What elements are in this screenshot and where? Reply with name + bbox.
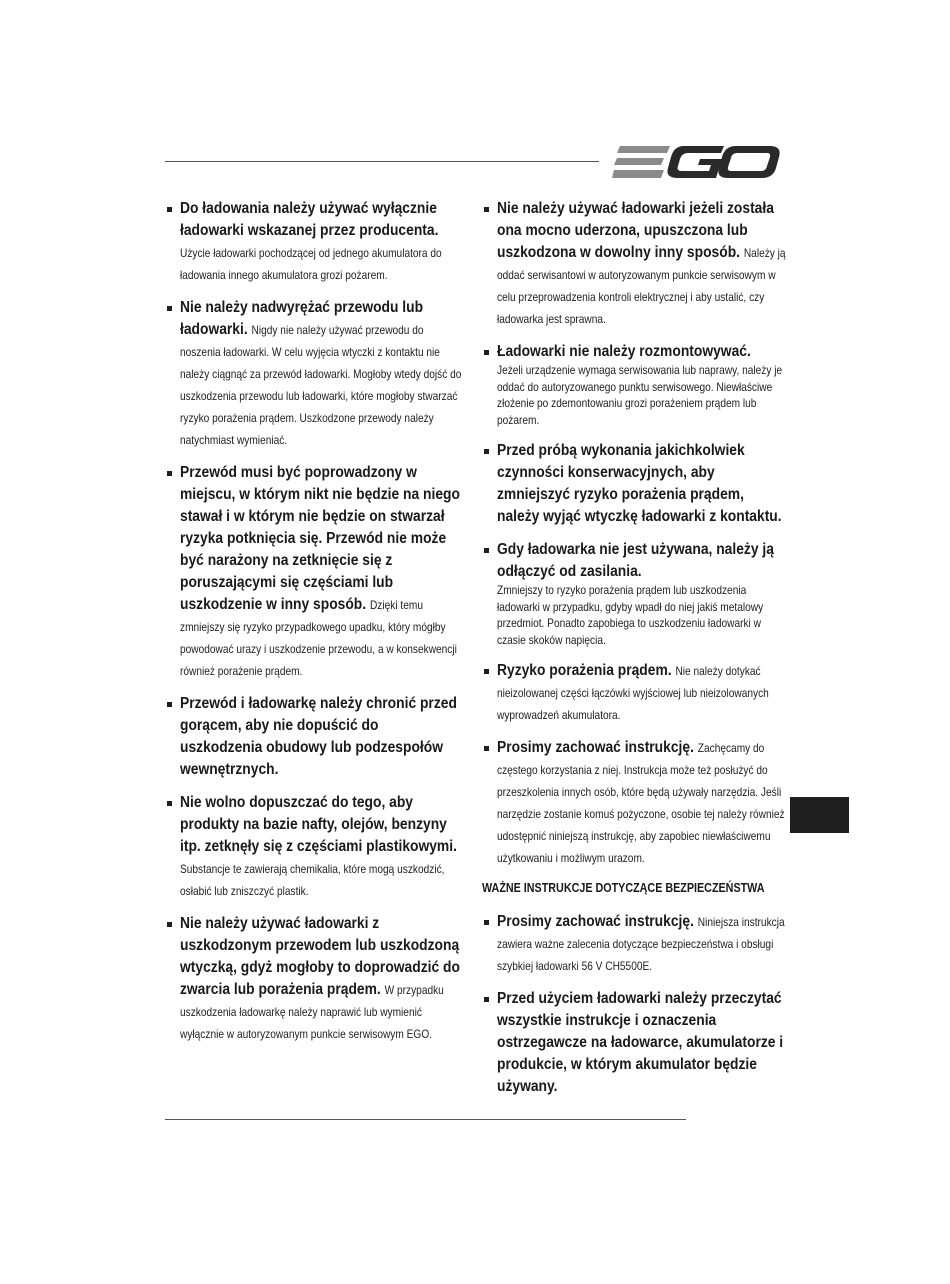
item-title: Prosimy zachować instrukcję. <box>497 738 694 756</box>
list-item <box>482 659 787 725</box>
item-title: Nie należy używać ładowarki z uszkodzonym przewodem lub uszkodzoną wtyczką, gdyż mogłoby to doprowadzić do zwarcia lub porażenia prądem. <box>180 914 460 998</box>
list-item <box>482 197 787 329</box>
item-body: Nie należy dotykać nieizolowanej części łączówki wyjściowej lub nieizolowanych wyprowadzeń akumulatora. <box>497 664 769 722</box>
item-title: Przewód musi być poprowadzony w miejscu, w którym nikt nie będzie na niego stawał i w którym nie będzie on stwarzał ryzyka potknięcia się. Przewód nie może być narażony na zetknięcie się z poruszającymi się częściami lub uszkodzenie w inny sposób. <box>180 463 460 613</box>
item-title: Nie należy używać ładowarki jeżeli została ona mocno uderzona, upuszczona lub uszkodzona w dowolny inny sposób. <box>497 199 774 261</box>
item-body: Substancje te zawierają chemikalia, które mogą uszkodzić, osłabić lub zniszczyć plastik. <box>180 862 445 898</box>
header-rule <box>165 161 599 162</box>
list-item <box>165 461 465 681</box>
section-heading: WAŻNE INSTRUKCJE DOTYCZĄCE BEZPIECZEŃSTWA <box>482 881 765 895</box>
list-item <box>482 538 787 648</box>
left-column <box>165 197 465 1055</box>
list-item <box>165 197 465 285</box>
item-title: Przed próbą wykonania jakichkolwiek czynności konserwacyjnych, aby zmniejszyć ryzyko porażenia prądem, należy wyjąć wtyczkę ładowarki z kontaktu. <box>497 441 782 525</box>
list-item <box>482 987 787 1097</box>
item-body: Dzięki temu zmniejszy się ryzyko przypadkowego upadku, który mógłby powodować urazy i uszkodzenie przewodu, a w konsekwencji również porażenie prądem. <box>180 598 457 678</box>
list-item <box>482 910 787 976</box>
item-title: Ryzyko porażenia prądem. <box>497 661 672 679</box>
item-body: Zachęcamy do częstego korzystania z niej. Instrukcja może też posłużyć do przeszkolenia innych osób, które będą używały narzędzia. Jeśli narzędzie zostanie komuś pożyczone, osobie tej należy również udostępnić niniejszą instrukcję, aby zapobiec niewłaściwemu użytkowaniu i możliwym urazom. <box>497 741 785 865</box>
item-title: Ładowarki nie należy rozmontowywać. <box>497 342 751 360</box>
item-title: Gdy ładowarka nie jest używana, należy ją odłączyć od zasilania. <box>497 540 774 580</box>
item-title: Przewód i ładowarkę należy chronić przed gorącem, aby nie dopuścić do uszkodzenia obudowy lub podzespołów wewnętrznych. <box>180 694 457 778</box>
item-title: Nie wolno dopuszczać do tego, aby produkty na bazie nafty, olejów, benzyny itp. zetknęły się z częściami plastikowymi. <box>180 793 457 855</box>
item-body: Użycie ładowarki pochodzącej od jednego akumulatora do ładowania innego akumulatora grozi pożarem. <box>180 246 442 282</box>
right-column <box>482 197 787 1108</box>
item-body: Nigdy nie należy używać przewodu do noszenia ładowarki. W celu wyjęcia wtyczki z kontaktu nie należy ciągnąć za przewód ładowarki. Mogłoby wtedy dojść do uszkodzenia przewodu lub ładowarki, które mogłoby stwarzać ryzyko porażenia prądem. Uszkodzone przewody należy natychmiast wymieniać. <box>180 323 462 447</box>
item-body: Niniejsza instrukcja zawiera ważne zalecenia dotyczące bezpieczeństwa i obsługi szybkiej ładowarki 56 V CH5500E. <box>497 915 785 973</box>
item-title: Prosimy zachować instrukcję. <box>497 912 694 930</box>
item-body: W przypadku uszkodzenia ładowarkę należy naprawić lub wymienić wyłącznie w autoryzowanym punkcie serwisowym EGO. <box>180 983 444 1041</box>
footer-rule <box>165 1119 686 1120</box>
item-title: Nie należy nadwyrężać przewodu lub ładowarki. <box>180 298 424 338</box>
section-tab <box>790 797 849 833</box>
list-item <box>482 439 787 527</box>
item-body: Należy ją oddać serwisantowi w autoryzowanym punkcie serwisowym w celu przeprowadzenia kontroli elektrycznej i aby ustalić, czy ładowarka jest sprawna. <box>497 246 786 326</box>
list-item <box>165 912 465 1044</box>
ego-logo <box>612 142 780 182</box>
list-item <box>165 296 465 450</box>
item-body: Zmniejszy to ryzyko porażenia prądem lub uszkodzenia ładowarki w przypadku, gdyby wpadł do niej jakiś metalowy przedmiot. Ponadto zapobiega to uszkodzeniu ładowarki w czasie skoków napięcia. <box>497 583 764 647</box>
item-title: Do ładowania należy używać wyłącznie ładowarki wskazanej przez producenta. <box>180 199 439 239</box>
item-title: Przed użyciem ładowarki należy przeczytać wszystkie instrukcje i oznaczenia ostrzegawcze na ładowarce, akumulatorze i produkcie, w którym akumulator będzie używany. <box>497 989 784 1095</box>
list-item <box>482 736 787 868</box>
list-item <box>482 340 787 428</box>
list-item <box>165 791 465 901</box>
list-item <box>165 692 465 780</box>
item-body: Jeżeli urządzenie wymaga serwisowania lub naprawy, należy je oddać do autoryzowanego punktu serwisowego. Niewłaściwe złożenie po zdemontowaniu grozi porażeniem prądem lub pożarem. <box>497 363 783 427</box>
